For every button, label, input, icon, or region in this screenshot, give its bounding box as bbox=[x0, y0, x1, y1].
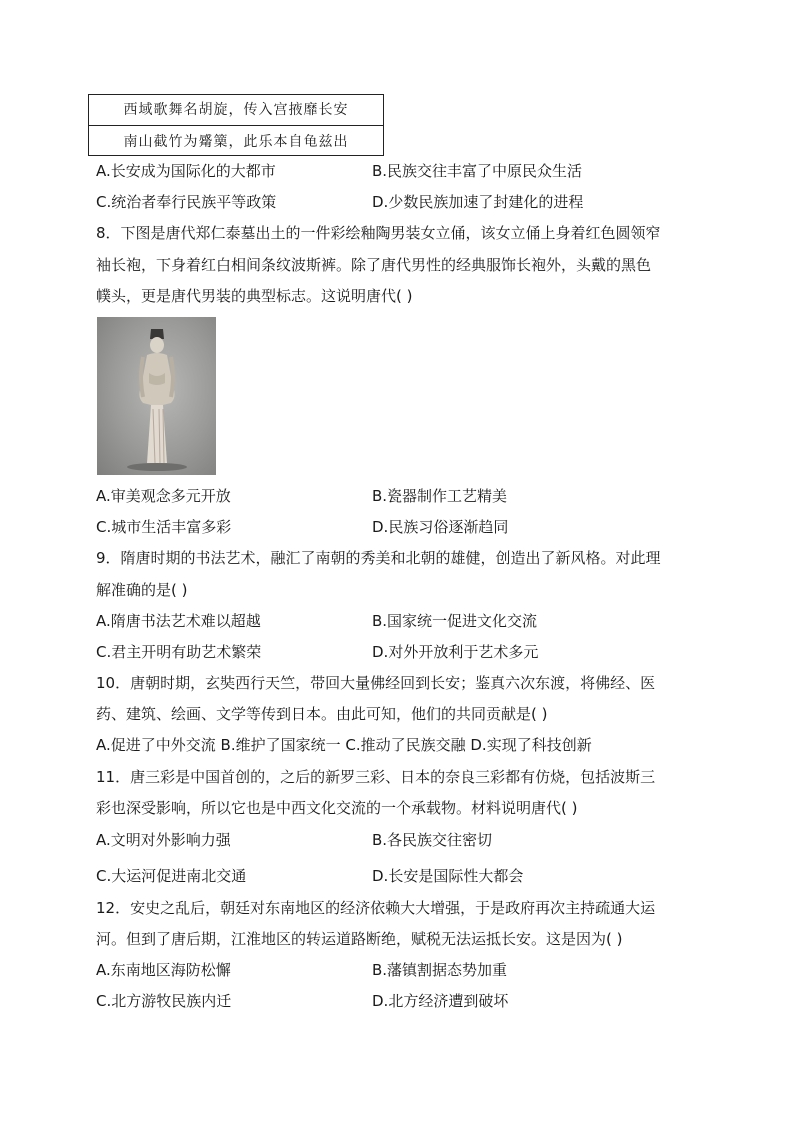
q8-stem-line-2: 袖长袍，下身着红白相间条纹波斯裤。除了唐代男性的经典服饰长袍外，头戴的黑色 bbox=[96, 256, 652, 274]
tang-figurine-photo bbox=[97, 317, 216, 475]
q8-stem-line-1: 8．下图是唐代郑仁泰墓出土的一件彩绘釉陶男装女立俑，该女立俑上身着红色圆领窄 bbox=[96, 224, 661, 242]
poem-table bbox=[88, 94, 384, 156]
figurine-illustration bbox=[97, 317, 216, 475]
q8-stem-line-3: 幞头，更是唐代男装的典型标志。这说明唐代( ) bbox=[96, 287, 413, 305]
q7-option-d[interactable]: D.少数民族加速了封建化的进程 bbox=[372, 193, 584, 211]
q7-option-a[interactable]: A.长安成为国际化的大都市 bbox=[96, 162, 276, 180]
q10-options[interactable]: A.促进了中外交流 B.维护了国家统一 C.推动了民族交融 D.实现了科技创新 bbox=[96, 736, 592, 754]
poem-line-2: 南山截竹为觱篥，此乐本自龟兹出 bbox=[123, 134, 349, 150]
q12-option-b[interactable]: B.藩镇割据态势加重 bbox=[372, 961, 508, 979]
q8-option-d[interactable]: D.民族习俗逐渐趋同 bbox=[372, 518, 509, 536]
q10-stem-line-2: 药、建筑、绘画、文学等传到日本。由此可知，他们的共同贡献是( ) bbox=[96, 705, 548, 723]
poem-divider bbox=[89, 125, 383, 126]
q11-option-d[interactable]: D.长安是国际性大都会 bbox=[372, 867, 524, 885]
q12-option-c[interactable]: C.北方游牧民族内迁 bbox=[96, 992, 232, 1010]
q9-option-d[interactable]: D.对外开放利于艺术多元 bbox=[372, 643, 539, 661]
q12-option-a[interactable]: A.东南地区海防松懈 bbox=[96, 961, 231, 979]
q11-option-b[interactable]: B.各民族交往密切 bbox=[372, 831, 493, 849]
q9-option-c[interactable]: C.君主开明有助艺术繁荣 bbox=[96, 643, 262, 661]
q11-option-c[interactable]: C.大运河促进南北交通 bbox=[96, 867, 247, 885]
q7-option-c[interactable]: C.统治者奉行民族平等政策 bbox=[96, 193, 277, 211]
q12-option-d[interactable]: D.北方经济遭到破坏 bbox=[372, 992, 509, 1010]
q8-option-a[interactable]: A.审美观念多元开放 bbox=[96, 487, 231, 505]
q7-option-b[interactable]: B.民族交往丰富了中原民众生活 bbox=[372, 162, 583, 180]
q9-stem-line-1: 9．隋唐时期的书法艺术，融汇了南朝的秀美和北朝的雄健，创造出了新风格。对此理 bbox=[96, 549, 661, 567]
q11-option-a[interactable]: A.文明对外影响力强 bbox=[96, 831, 231, 849]
q8-option-c[interactable]: C.城市生活丰富多彩 bbox=[96, 518, 232, 536]
q8-option-b[interactable]: B.瓷器制作工艺精美 bbox=[372, 487, 508, 505]
q11-stem-line-1: 11．唐三彩是中国首创的，之后的新罗三彩、日本的奈良三彩都有仿烧，包括波斯三 bbox=[96, 768, 656, 786]
q9-stem-line-2: 解准确的是( ) bbox=[96, 581, 188, 599]
q12-stem-line-1: 12．安史之乱后，朝廷对东南地区的经济依赖大大增强，于是政府再次主持疏通大运 bbox=[96, 899, 656, 917]
q12-stem-line-2: 河。但到了唐后期，江淮地区的转运道路断绝，赋税无法运抵长安。这是因为( ) bbox=[96, 930, 623, 948]
q9-option-b[interactable]: B.国家统一促进文化交流 bbox=[372, 612, 538, 630]
q9-option-a[interactable]: A.隋唐书法艺术难以超越 bbox=[96, 612, 261, 630]
q11-stem-line-2: 彩也深受影响，所以它也是中西文化交流的一个承载物。材料说明唐代( ) bbox=[96, 799, 578, 817]
poem-line-1: 西域歌舞名胡旋，传入宫掖靡长安 bbox=[123, 102, 349, 118]
q10-stem-line-1: 10．唐朝时期，玄奘西行天竺，带回大量佛经回到长安；鉴真六次东渡，将佛经、医 bbox=[96, 674, 656, 692]
